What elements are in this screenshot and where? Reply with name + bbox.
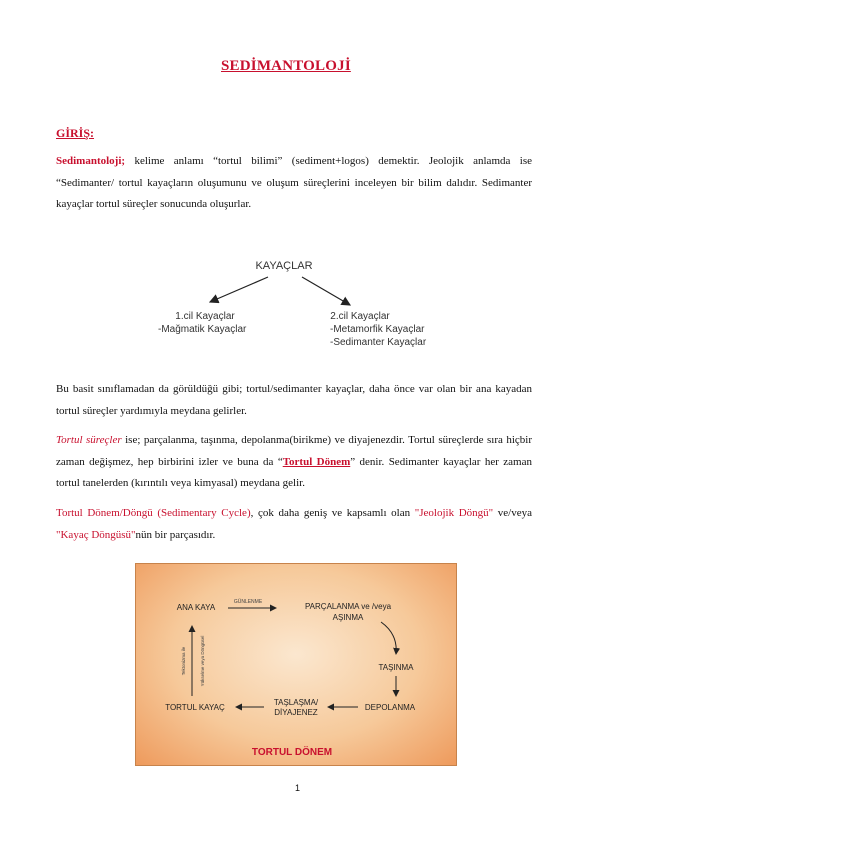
node-tasinma: TAŞINMA	[378, 663, 414, 672]
right-branch-item: -Sedimanter Kayaçlar	[330, 337, 427, 348]
arrow-left	[210, 277, 268, 302]
paragraph-cycle-text-b: ve/veya	[493, 507, 532, 519]
left-branch-title: 1.cil Kayaçlar	[175, 311, 235, 322]
label-yukselme: Yükselme veya Döngüsel	[200, 635, 205, 687]
paragraph-intro-text: kelime anlamı “tortul bilimi” (sediment+logos) demektir. Jeolojik anlamda ise “Sedimanter/ tortul kayaçların oluşumunu ve oluşum süreçlerini inceleyen bir bilim dalıdır. Sedimanter kayaçlar tortul süreçler sonucunda oluşurlar.	[56, 155, 532, 210]
paragraph-processes	[56, 430, 532, 495]
root-label: KAYAÇLAR	[255, 260, 313, 272]
left-branch-item: -Mağmatik Kayaçlar	[158, 324, 247, 335]
right-branch-item: -Metamorfik Kayaçlar	[330, 324, 425, 335]
term-sedimentary-cycle: Tortul Dönem/Döngü (Sedimentary Cycle)	[56, 507, 251, 519]
paragraph-cycle-text-a: , çok daha geniş ve kapsamlı olan	[250, 507, 415, 519]
rock-classification-diagram	[150, 245, 450, 365]
term-kayac-dongusu: "Kayaç Döngüsü"	[56, 528, 136, 541]
document-title: SEDİMANTOLOJİ	[221, 58, 351, 74]
node-taslasma: TAŞLAŞMA/	[273, 698, 319, 707]
node-asinma: AŞINMA	[332, 613, 364, 622]
term-tortul-surecler: Tortul süreçler	[56, 434, 122, 446]
paragraph-processes-text-b: ” denir. Sedimanter kayaçlar her zaman tortul tanelerden (kırıntılı veya kimyasal) meydana gelir.	[56, 455, 532, 489]
page-number: 1	[295, 783, 301, 793]
paragraph-cycle	[56, 503, 532, 546]
caption-tortul-donem: TORTUL DÖNEM	[251, 747, 333, 758]
term-tortul-donem: Tortul Dönem	[282, 455, 351, 468]
paragraph-intro	[56, 151, 532, 216]
node-diyajenez: DİYAJENEZ	[274, 708, 318, 717]
sedimentary-cycle-diagram	[135, 563, 457, 766]
term-sedimantoloji: Sedimantoloji;	[56, 155, 126, 167]
right-branch-title: 2.cil Kayaçlar	[330, 311, 390, 322]
node-parcalanma: PARÇALANMA ve /veya	[304, 602, 392, 611]
section-heading: GİRİŞ:	[56, 126, 95, 140]
arrow-parcalanma-to-tasinma	[381, 622, 396, 654]
node-ana-kaya: ANA KAYA	[176, 603, 216, 612]
term-jeolojik-dongu: "Jeolojik Döngü"	[414, 507, 494, 519]
label-tektonizma: Tektonizma ile	[181, 646, 186, 676]
paragraph-processes-text-a: ise; parçalanma, taşınma, depolanma(birikme) ve diyajenezdir. Tortul süreçlerde sıra hiçbir zaman değişmez, hep birbirini izler ve buna da “	[56, 434, 533, 468]
label-gunlenme: GÜNLENME	[233, 599, 263, 605]
paragraph-cycle-text-c: nün bir parçasıdır.	[135, 528, 216, 541]
paragraph-classification: Bu basit sınıflamadan da görüldüğü gibi; tortul/sedimanter kayaçlar, daha önce var olan bir ana kayadan tortul süreçler yardımıyla meydana gelirler.	[56, 383, 532, 417]
arrow-right	[302, 277, 350, 305]
node-depolanma: DEPOLANMA	[364, 703, 416, 712]
node-tortul-kayac: TORTUL KAYAÇ	[165, 703, 225, 712]
